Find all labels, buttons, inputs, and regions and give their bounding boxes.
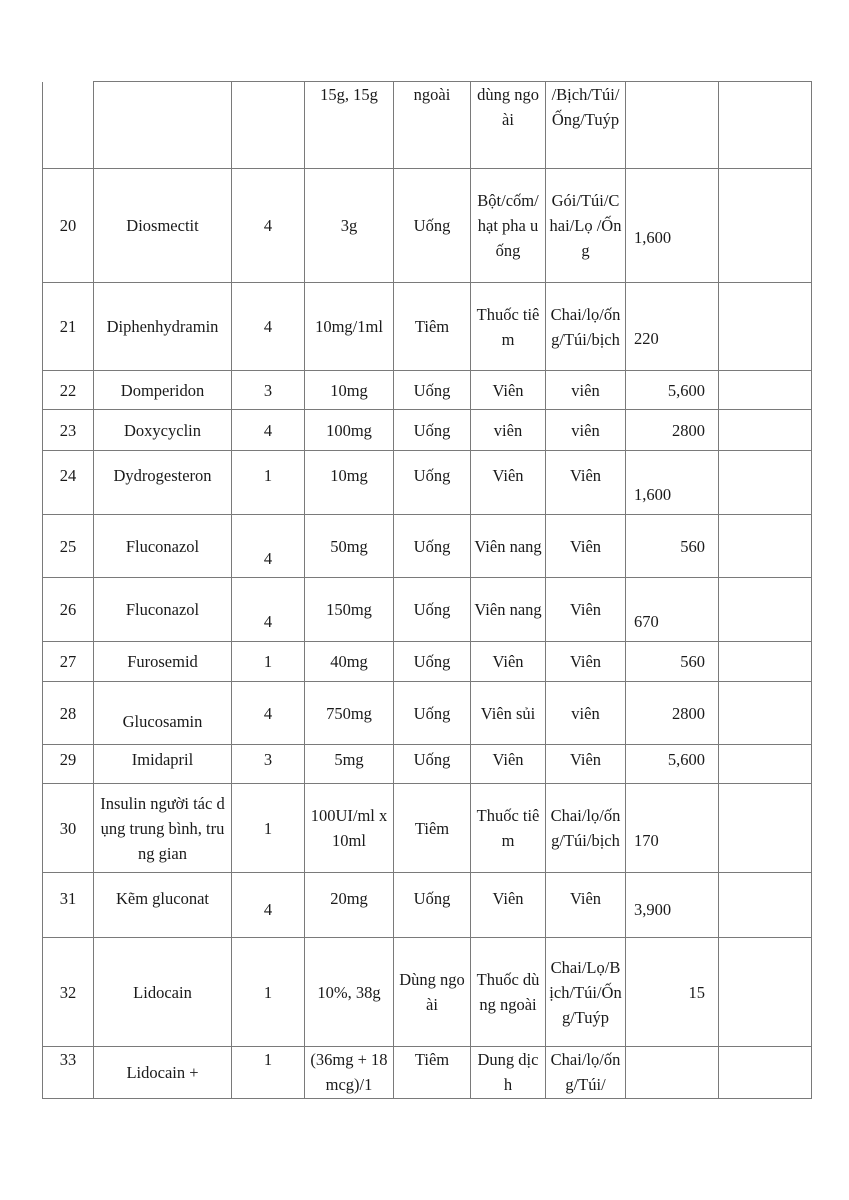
table-row xyxy=(43,642,812,682)
cell-name: Imidapril xyxy=(94,745,232,784)
name-value: Glucosamin xyxy=(122,711,203,731)
cell-group xyxy=(232,82,305,169)
cell-route: Dùng ngoài xyxy=(394,938,471,1047)
cell-name: Doxycyclin xyxy=(94,410,232,451)
cell-unit: Chai/lọ/ống/Túi/ xyxy=(546,1047,626,1099)
cell-stt: 21 xyxy=(43,283,94,371)
cell-form: Viên sủi xyxy=(471,682,546,745)
cell-form: Viên xyxy=(471,371,546,410)
cell-name: Fluconazol xyxy=(94,578,232,642)
cell-price xyxy=(626,578,719,642)
cell-route: Uống xyxy=(394,371,471,410)
cell-group xyxy=(232,578,305,642)
cell-unit: viên xyxy=(546,410,626,451)
cell-stt: 25 xyxy=(43,515,94,578)
price-value: 670 xyxy=(634,612,659,631)
cell-price: 2800 xyxy=(626,682,719,745)
cell-price: 2800 xyxy=(626,410,719,451)
cell-unit: viên xyxy=(546,682,626,745)
cell-unit: Chai/Lọ/Bịch/Túi/Ống/Tuýp xyxy=(546,938,626,1047)
cell-route: Tiêm xyxy=(394,784,471,873)
cell-name: Diosmectit xyxy=(94,169,232,283)
cell-group xyxy=(232,515,305,578)
cell-group: 3 xyxy=(232,745,305,784)
cell-note xyxy=(719,938,812,1047)
cell-strength: 10%, 38g xyxy=(305,938,394,1047)
cell-strength: 50mg xyxy=(305,515,394,578)
cell-unit: /Bịch/Túi/Ống/Tuýp xyxy=(546,82,626,169)
cell-strength: 5mg xyxy=(305,745,394,784)
cell-route: Uống xyxy=(394,682,471,745)
cell-form: Viên nang xyxy=(471,515,546,578)
cell-form: Viên xyxy=(471,873,546,938)
cell-route: Tiêm xyxy=(394,283,471,371)
cell-note xyxy=(719,169,812,283)
price-value: 220 xyxy=(634,329,659,348)
cell-form: Thuốc dùng ngoài xyxy=(471,938,546,1047)
cell-stt: 28 xyxy=(43,682,94,745)
cell-group: 4 xyxy=(232,169,305,283)
cell-price: 5,600 xyxy=(626,371,719,410)
cell-unit: Gói/Túi/Chai/Lọ /Ống xyxy=(546,169,626,283)
cell-strength: 10mg/1ml xyxy=(305,283,394,371)
cell-name: Fluconazol xyxy=(94,515,232,578)
cell-name: Insulin người tác dụng trung bình, trung gian xyxy=(94,784,232,873)
cell-group: 4 xyxy=(232,283,305,371)
cell-strength: (36mg + 18mcg)/1 xyxy=(305,1047,394,1099)
cell-price: 15 xyxy=(626,938,719,1047)
group-value: 4 xyxy=(263,612,273,631)
table-row xyxy=(43,578,812,642)
cell-route: Uống xyxy=(394,515,471,578)
cell-stt: 32 xyxy=(43,938,94,1047)
table-row xyxy=(43,938,812,1047)
cell-note xyxy=(719,82,812,169)
cell-note xyxy=(719,682,812,745)
price-value: 170 xyxy=(634,830,659,850)
cell-stt: 29 xyxy=(43,745,94,784)
cell-note xyxy=(719,578,812,642)
cell-stt: 30 xyxy=(43,784,94,873)
cell-stt: 20 xyxy=(43,169,94,283)
cell-stt: 24 xyxy=(43,451,94,515)
cell-unit: Viên xyxy=(546,515,626,578)
cell-price xyxy=(626,169,719,283)
cell-group: 1 xyxy=(232,938,305,1047)
table-row xyxy=(43,371,812,410)
cell-strength: 150mg xyxy=(305,578,394,642)
cell-note xyxy=(719,283,812,371)
cell-strength: 15g, 15g xyxy=(305,82,394,169)
cell-stt: 23 xyxy=(43,410,94,451)
cell-price: 5,600 xyxy=(626,745,719,784)
table-row xyxy=(43,873,812,938)
cell-price xyxy=(626,1047,719,1099)
cell-strength: 3g xyxy=(305,169,394,283)
price-value: 1,600 xyxy=(634,485,672,504)
table-row xyxy=(43,1047,812,1099)
cell-route: Uống xyxy=(394,169,471,283)
cell-route: Uống xyxy=(394,578,471,642)
cell-group: 1 xyxy=(232,784,305,873)
cell-form: viên xyxy=(471,410,546,451)
cell-price xyxy=(626,283,719,371)
cell-route: Uống xyxy=(394,410,471,451)
table-row xyxy=(43,784,812,873)
cell-strength: 20mg xyxy=(305,873,394,938)
cell-route: Uống xyxy=(394,642,471,682)
cell-unit: Chai/lọ/ống/Túi/bịch xyxy=(546,283,626,371)
cell-note xyxy=(719,784,812,873)
table-row xyxy=(43,410,812,451)
cell-route: Uống xyxy=(394,451,471,515)
cell-form: Viên xyxy=(471,642,546,682)
cell-strength: 40mg xyxy=(305,642,394,682)
cell-name: Kẽm gluconat xyxy=(94,873,232,938)
cell-price: 560 xyxy=(626,642,719,682)
table-row xyxy=(43,283,812,371)
cell-group: 1 xyxy=(232,451,305,515)
price-value: 1,600 xyxy=(634,228,672,247)
cell-form: Viên xyxy=(471,451,546,515)
cell-price: 3,900 xyxy=(626,873,719,938)
cell-stt: 27 xyxy=(43,642,94,682)
cell-strength: 100UI/ml x 10ml xyxy=(305,784,394,873)
cell-name: Diphenhydramin xyxy=(94,283,232,371)
table-row xyxy=(43,451,812,515)
cell-stt: 31 xyxy=(43,873,94,938)
cell-group: 4 xyxy=(232,682,305,745)
cell-form: Dung dịch xyxy=(471,1047,546,1099)
cell-group: 1 xyxy=(232,642,305,682)
cell-note xyxy=(719,873,812,938)
drug-price-table xyxy=(42,81,812,1099)
cell-price xyxy=(626,82,719,169)
table-row xyxy=(43,169,812,283)
cell-note xyxy=(719,371,812,410)
cell-unit: Chai/lọ/ống/Túi/bịch xyxy=(546,784,626,873)
cell-route: Uống xyxy=(394,873,471,938)
cell-form: Viên xyxy=(471,745,546,784)
cell-name: Domperidon xyxy=(94,371,232,410)
cell-unit: viên xyxy=(546,371,626,410)
cell-note xyxy=(719,642,812,682)
cell-form: Thuốc tiêm xyxy=(471,283,546,371)
table-row xyxy=(43,682,812,745)
cell-group: 4 xyxy=(232,410,305,451)
cell-price: 560 xyxy=(626,515,719,578)
cell-price xyxy=(626,784,719,873)
cell-note xyxy=(719,745,812,784)
cell-stt: 26 xyxy=(43,578,94,642)
cell-unit: Viên xyxy=(546,642,626,682)
table-row xyxy=(43,515,812,578)
cell-unit: Viên xyxy=(546,578,626,642)
cell-group: 4 xyxy=(232,873,305,938)
cell-strength: 10mg xyxy=(305,451,394,515)
cell-route: Tiêm xyxy=(394,1047,471,1099)
cell-strength: 10mg xyxy=(305,371,394,410)
cell-group: 3 xyxy=(232,371,305,410)
cell-note xyxy=(719,410,812,451)
cell-name: Dydrogesteron xyxy=(94,451,232,515)
cell-unit: Viên xyxy=(546,873,626,938)
cell-stt xyxy=(43,82,94,169)
cell-strength: 750mg xyxy=(305,682,394,745)
cell-group: 1 xyxy=(232,1047,305,1099)
group-value: 4 xyxy=(263,548,273,568)
table-row xyxy=(43,745,812,784)
cell-note xyxy=(719,515,812,578)
cell-note xyxy=(719,451,812,515)
cell-form: Viên nang xyxy=(471,578,546,642)
cell-unit: Viên xyxy=(546,745,626,784)
cell-form: Bột/cốm/hạt pha uống xyxy=(471,169,546,283)
cell-stt: 22 xyxy=(43,371,94,410)
cell-name: Lidocain xyxy=(94,938,232,1047)
cell-form: dùng ngoài xyxy=(471,82,546,169)
table-row xyxy=(43,82,812,169)
cell-route: Uống xyxy=(394,745,471,784)
cell-name xyxy=(94,82,232,169)
cell-price xyxy=(626,451,719,515)
cell-route: ngoài xyxy=(394,82,471,169)
cell-unit: Viên xyxy=(546,451,626,515)
cell-name: Lidocain + xyxy=(94,1047,232,1099)
cell-name xyxy=(94,682,232,745)
cell-name: Furosemid xyxy=(94,642,232,682)
cell-form: Thuốc tiêm xyxy=(471,784,546,873)
cell-note xyxy=(719,1047,812,1099)
cell-strength: 100mg xyxy=(305,410,394,451)
cell-stt: 33 xyxy=(43,1047,94,1099)
